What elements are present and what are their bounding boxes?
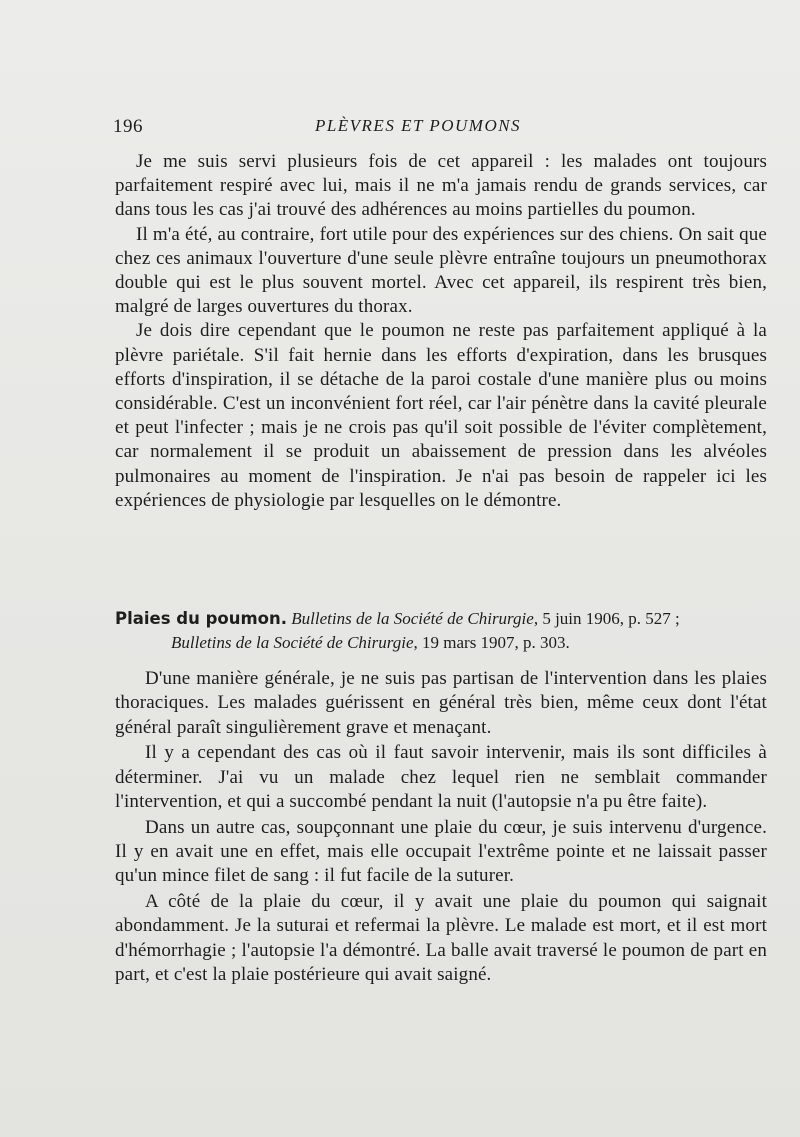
reference-line-2 — [115, 631, 767, 655]
paragraph: Dans un autre cas, soupçonnant une plaie du cœur, je suis intervenu d'urgence. Il y en avait une en effet, mais elle occupait l'extrême pointe et ne laissait passer qu'un mince filet de sang : il fut facile de la suturer. — [115, 816, 767, 887]
page-number: 196 — [113, 116, 143, 137]
paragraph: Je dois dire cependant que le poumon ne reste pas parfaitement appliqué à la plèvre pariétale. S'il fait hernie dans les efforts d'expiration, dans les brusques efforts d'inspiration, il se détache de la paroi costale d'une manière plus ou moins considérable. C'est un inconvénient fort réel, car l'air pénètre dans la cavité pleurale et peut l'infecter ; mais je ne crois pas qu'il soit possible de l'éviter complètement, car normalement il se produit un abaissement de pression dans les alvéoles pulmonaires au moment de l'inspiration. Je n'ai pas besoin de rappeler ici les expériences de physiologie par lesquelles on le démontre. — [115, 320, 767, 511]
running-title: PLÈVRES ET POUMONS — [314, 116, 522, 135]
paragraph: D'une manière générale, je ne suis pas partisan de l'intervention dans les plaies thoraciques. Les malades guérissent en général très bien, même ceux dont l'état général paraît singulièrement grave et menaçant. — [115, 668, 767, 738]
intro-text-block — [115, 150, 767, 513]
paragraph: Je me suis servi plusieurs fois de cet appareil : les malades ont toujours parfaitement respiré avec lui, mais il ne m'a jamais rendu de grands services, car dans tous les cas j'ai trouvé des adhérences au moins partielles du poumon. — [115, 151, 767, 221]
paragraph: Il m'a été, au contraire, fort utile pour des expériences sur des chiens. On sait que chez ces animaux l'ouverture d'une seule plèvre entraîne toujours un pneumothorax double qui est le plus souvent mortel. Avec cet appareil, ils respirent très bien, malgré de larges ouvertures du thorax. — [115, 223, 767, 318]
section-title: Plaies du poumon. — [115, 609, 288, 628]
paragraph: A côté de la plaie du cœur, il y avait une plaie du poumon qui saignait abondamment. Je la suturai et refermai la plèvre. Le malade est mort, et il est mort d'hémorrhagie ; l'autopsie l'a démontré. La balle avait traversé le poumon de part en part, et c'est la plaie postérieure qui avait saigné. — [115, 891, 767, 986]
section-text-block — [115, 667, 767, 989]
reference-details: , 19 mars 1907, p. 303. — [413, 633, 570, 652]
page-header — [113, 112, 763, 140]
reference-journal: Bulletins de la Société de Chirurgie — [291, 609, 534, 628]
reference-details: , 5 juin 1906, p. 527 ; — [533, 609, 680, 628]
reference-journal: Bulletins de la Société de Chirurgie — [171, 633, 414, 652]
paragraph: Il y a cependant des cas où il faut savoir intervenir, mais ils sont difficiles à déterminer. J'ai vu un malade chez lequel rien ne semblait commander l'intervention, et qui a succombé pendant la nuit (l'autopsie n'a pu être faite). — [115, 742, 767, 812]
section-heading — [115, 607, 767, 655]
